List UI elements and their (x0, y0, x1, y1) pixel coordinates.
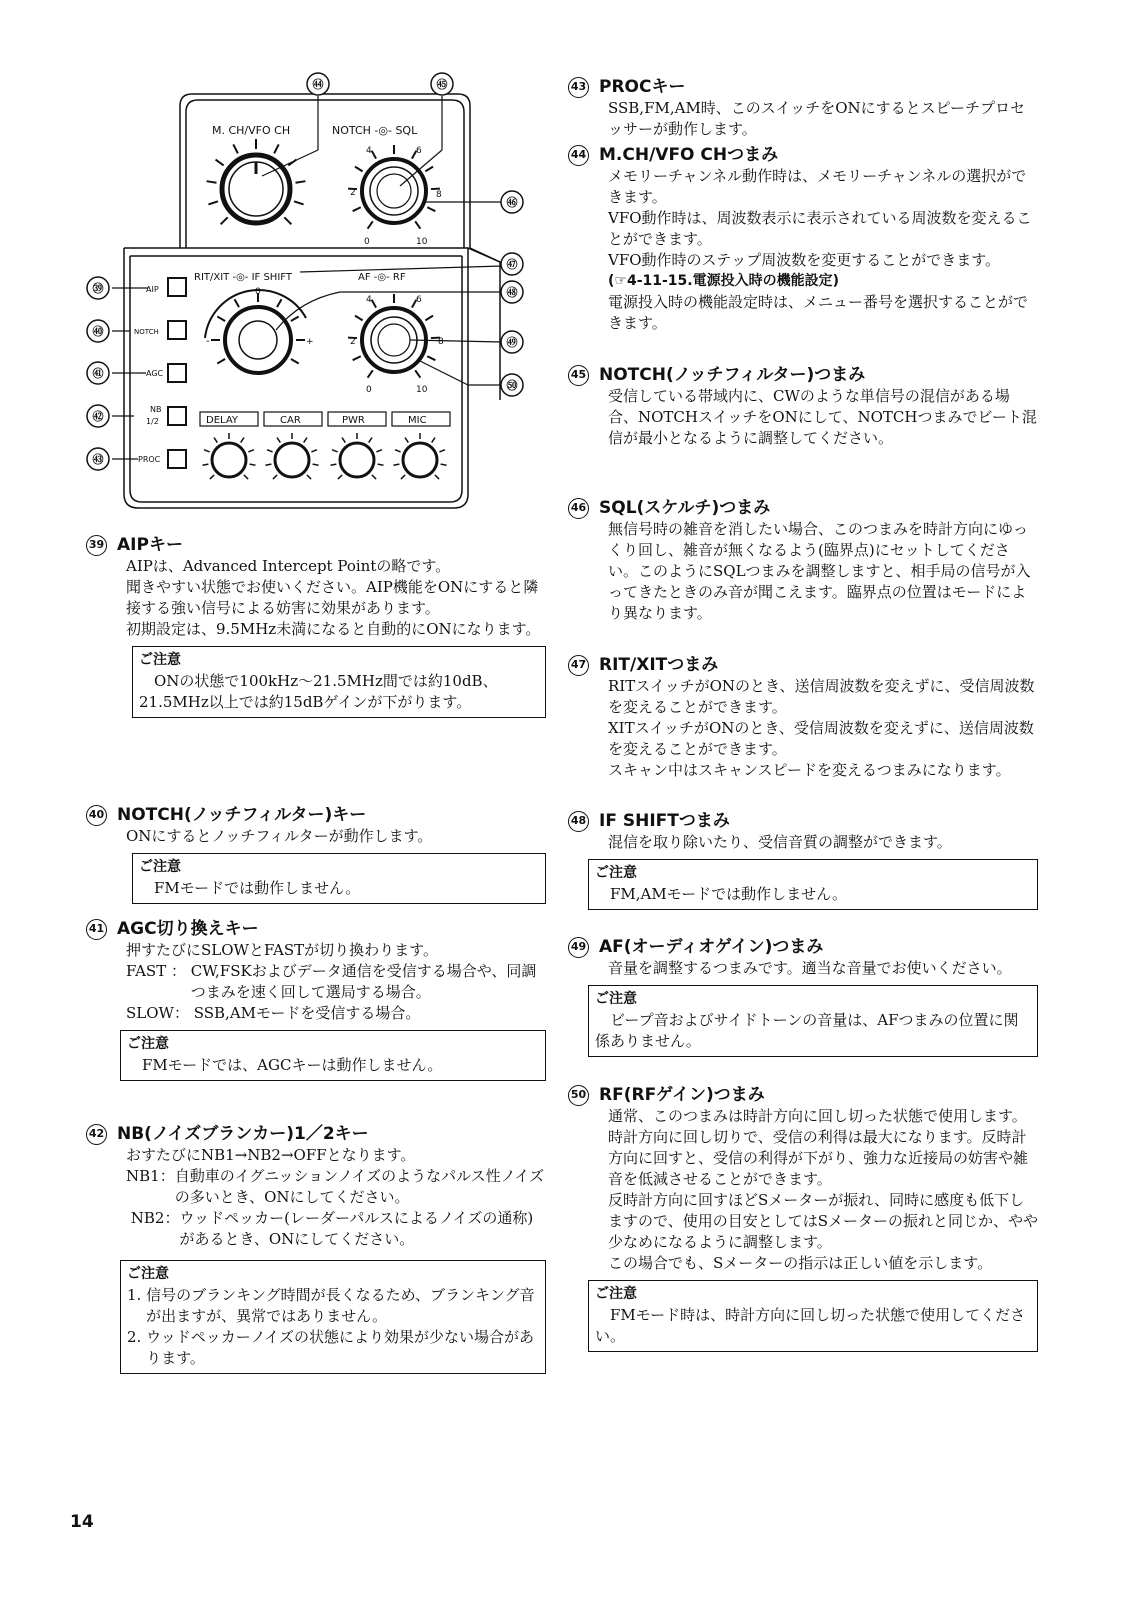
scale-tick (355, 167, 363, 172)
scale-10b: 10 (416, 385, 428, 395)
scale-tick (304, 438, 307, 443)
section-notch-key (88, 804, 546, 904)
nb-note-2-key: 2. (127, 1328, 147, 1346)
scale-tick (311, 450, 317, 452)
scale-tick (376, 450, 382, 452)
scale-tick (441, 464, 447, 465)
rf-note (588, 1280, 1038, 1352)
title-mch: M.CH/VFO CHつまみ (599, 145, 779, 165)
notch-knob-line-1: 受信している帯域内に、CWのような単信号の混信がある場合、NOTCHスイッチをONにして、NOTCHつまみでビート混信が最小となるように調整してください。 (608, 387, 1037, 447)
rit-line-2: XITスイッチがONのとき、受信周波数を変えずに、送信周波数を変えることができます。 (608, 719, 1034, 758)
scale-tick (294, 201, 304, 204)
mch-line-2: VFO動作時は、周波数表示に表示されている周波数を変えることができます。 (608, 209, 1032, 248)
scale-4b: 4 (366, 295, 372, 305)
label-car: CAR (280, 415, 301, 426)
nb-note (120, 1260, 546, 1374)
scale-tick (427, 356, 435, 360)
title-notch-knob: NOTCH(ノッチフィルター)つまみ (599, 365, 866, 385)
scale-tick (274, 144, 279, 153)
title-proc: PROCキー (599, 77, 686, 97)
scale-tick (435, 475, 439, 479)
callout-number: ㊼ (506, 258, 518, 271)
notch-key-note-text: FMモードでは動作しません。 (154, 879, 361, 897)
title-notch-key: NOTCH(ノッチフィルター)キー (117, 805, 367, 825)
label-notch-sql: NOTCH -◎- SQL (332, 124, 418, 137)
scale-4a: 4 (366, 146, 372, 156)
scale-tick (372, 300, 376, 308)
scale-tick (233, 144, 238, 153)
scale-8b: 8 (438, 337, 444, 347)
scale-tick (244, 475, 248, 479)
scale-tick (250, 464, 256, 465)
aip-line-1: AIPは、Advanced Intercept Pointの略です。 (126, 557, 451, 575)
title-rit: RIT/XITつまみ (599, 655, 719, 675)
agc-slow-text: SSB,AMモードを受信する場合。 (193, 1004, 421, 1022)
scale-tick (332, 450, 338, 452)
section-proc (570, 76, 1038, 140)
callout-40: 40 (86, 805, 107, 826)
aip-note-text: ONの状態で100kHz～21.5MHz間では約10dB、21.5MHz以上では約15dBゲインが下がります。 (139, 672, 498, 711)
aip-note-title: ご注意 (139, 652, 181, 668)
scale-tick (277, 438, 280, 443)
af-note-text: ビープ音およびサイドトーンの音量は、AFつまみの位置に関係ありません。 (595, 1011, 1019, 1050)
scale-tick (208, 201, 218, 204)
proc-line-1: SSB,FM,AM時、このスイッチをONにするとスピーチプロセッサーが動作します。 (608, 99, 1026, 138)
small-knob (212, 443, 246, 477)
callout-number: ㊵ (92, 325, 104, 338)
mch-line-1: メモリーチャンネル動作時は、メモリーチャンネルの選択ができます。 (608, 167, 1027, 206)
scale-tick (221, 217, 228, 224)
title-nb: NB(ノイズブランカー)1／2キー (117, 1124, 369, 1144)
nb2-text: ウッドペッカー(レーダーパルスによるノイズの通称)があるとき、ONにしてください。 (179, 1209, 534, 1248)
af-note-title: ご注意 (595, 991, 637, 1007)
callout-45: 45 (568, 365, 589, 386)
rf-line-2: 時計方向に回し切りで、受信の利得は最大になります。反時計方向に回すと、受信の利得が下がり、強力な近接局の妨害や雑音を低減させることができます。 (608, 1128, 1029, 1188)
scale-tick (248, 450, 254, 452)
scale-tick (353, 207, 361, 211)
ifshift-note-text: FM,AMモードでは動作しません。 (610, 885, 848, 903)
scale-tick (277, 299, 282, 307)
rit-line-1: RITスイッチがONのとき、送信周波数を変えずに、受信周波数を変えることができます。 (608, 677, 1035, 716)
rit-if-shift-knob (205, 290, 306, 373)
scale-plus: + (306, 337, 314, 347)
ifshift-line-1: 混信を取り除いたり、受信音質の調整ができます。 (608, 833, 952, 851)
scale-tick (432, 438, 435, 443)
mch-line-3: VFO動作時のステップ周波数を変更することができます。 (608, 251, 1001, 269)
scale-tick (378, 464, 384, 465)
notch-key-note (132, 853, 546, 904)
scale-2b: 2 (350, 337, 356, 347)
title-aip: AIPキー (117, 535, 183, 555)
section-agc (88, 918, 546, 1081)
label-nb2: 1/2 (146, 417, 159, 426)
callout-number: ㊴ (92, 282, 104, 295)
scale-tick (291, 317, 299, 322)
scale-tick (284, 217, 291, 224)
aip-line-3: 初期設定は、9.5MHz未満になると自動的にONになります。 (126, 620, 541, 638)
proc-button (168, 450, 186, 468)
callout-number: ㊿ (506, 379, 518, 392)
notch-key-note-title: ご注意 (139, 859, 181, 875)
scale-tick (307, 475, 311, 479)
label-aip: AIP (146, 285, 159, 294)
rit-line-3: スキャン中はスキャンスピードを変えるつまみになります。 (608, 761, 1011, 779)
scale-tick (401, 475, 405, 479)
scale-tick (372, 151, 376, 159)
scale-tick (241, 438, 244, 443)
scale-tick (291, 359, 299, 364)
af-note (588, 985, 1038, 1057)
aip-note (132, 646, 546, 718)
section-aip (88, 534, 546, 718)
scale-tick (439, 450, 445, 452)
callout-48: 48 (568, 811, 589, 832)
section-rit (570, 654, 1038, 781)
nb1-text: 自動車のイグニッションノイズのようなパルス性ノイズの多いとき、ONにしてください。 (174, 1167, 545, 1206)
scale-tick (235, 299, 240, 307)
af-rf-knob (348, 294, 440, 378)
label-pwr: PWR (342, 415, 365, 426)
section-af (570, 936, 1038, 1057)
scale-tick (267, 450, 273, 452)
nb-note-1: 信号のブランキング時間が長くなるため、ブランキング音が出ますが、異常ではありません。 (146, 1286, 535, 1325)
scale-minus: - (206, 336, 210, 347)
nb1-key: NB1： (126, 1167, 175, 1185)
callout-number: ㊽ (506, 286, 518, 299)
callout-42: 42 (86, 1124, 107, 1145)
scale-2a: 2 (350, 188, 356, 198)
scale-tick (353, 356, 361, 360)
aip-button (168, 278, 186, 296)
notch-sql-knob (348, 145, 440, 229)
agc-fast-key: FAST ： (126, 962, 191, 980)
rf-note-text: FMモード時は、時計方向に回し切った状態で使用してください。 (595, 1306, 1026, 1345)
nb-line: おすたびにNB1→NB2→OFFとなります。 (126, 1146, 416, 1164)
agc-slow-key: SLOW： (126, 1004, 194, 1022)
scale-tick (217, 317, 225, 322)
agc-note-text: FMモードでは、AGCキーは動作しません。 (142, 1056, 443, 1074)
rf-note-title: ご注意 (595, 1286, 637, 1302)
section-nb (88, 1123, 546, 1374)
sql-line-1: 無信号時の雑音を消したい場合、このつまみを時計方向にゆっくり回し、雑音が無くなるよう(臨界点)にセットしてください。このようにSQLつまみを調整しますと、相手局の信号が入ってきたときのみ音が聞こえます。臨界点の位置はモードにより異なります。 (608, 520, 1031, 622)
scale-tick (338, 475, 342, 479)
section-rf (570, 1084, 1038, 1352)
callout-47: 47 (568, 655, 589, 676)
section-notch-knob (570, 364, 1038, 449)
mch-vfo-knob (207, 139, 306, 224)
scale-tick (425, 167, 433, 172)
nb-note-title: ご注意 (127, 1266, 169, 1282)
callout-50: 50 (568, 1085, 589, 1106)
ifshift-note-title: ご注意 (595, 865, 637, 881)
scale-tick (214, 438, 217, 443)
notch-button (168, 321, 186, 339)
scale-6b: 6 (416, 295, 422, 305)
scale-tick (210, 475, 214, 479)
agc-note-title: ご注意 (127, 1036, 169, 1052)
label-delay: DELAY (206, 415, 238, 426)
scale-tick (204, 450, 210, 452)
scale-tick (216, 160, 224, 166)
scale-zero-rit: 0 (255, 287, 261, 297)
agc-fast-text: CW,FSKおよびデータ通信を受信する場合や、同調つまみを速く回して選局する場合。 (190, 962, 537, 1001)
scale-tick (415, 370, 420, 377)
callout-43: 43 (568, 77, 589, 98)
label-mic: MIC (408, 415, 427, 426)
scale-8a: 8 (436, 190, 442, 200)
callout-number: ㊾ (506, 336, 518, 349)
title-agc: AGC切り換えキー (117, 919, 259, 939)
agc-button (168, 364, 186, 382)
aip-line-2: 聞きやすい状態でお使いください。AIP機能をONにすると隣接する強い信号による妨害に効果があります。 (126, 578, 539, 617)
section-mch (570, 144, 1038, 334)
notch-key-line-1: ONにするとノッチフィルターが動作します。 (126, 827, 433, 845)
agc-note (120, 1030, 546, 1081)
callout-number: ㊶ (92, 367, 104, 380)
callout-number: ㊺ (436, 78, 448, 91)
title-af: AF(オーディオゲイン)つまみ (599, 937, 824, 957)
rf-line-3: 反時計方向に回すほどSメーターが振れ、同時に感度も低下しますので、使用の目安としてはSメーターの振れと同じか、やや少なめになるように調整します。 (608, 1191, 1038, 1251)
callout-number: ㊸ (92, 453, 104, 466)
page-number: 14 (70, 1512, 94, 1532)
scale-tick (372, 475, 376, 479)
label-rit-if: RIT/XIT -◎- IF SHIFT (194, 272, 292, 283)
small-knob (340, 443, 374, 477)
scale-tick (369, 438, 372, 443)
scale-tick (394, 464, 400, 465)
front-panel-diagram (0, 0, 560, 520)
label-mch-vfo: M. CH/VFO CH (212, 124, 291, 137)
scale-tick (217, 359, 225, 364)
scale-tick (296, 181, 306, 183)
scale-tick (342, 438, 345, 443)
scale-tick (331, 464, 337, 465)
title-sql: SQL(スケルチ)つまみ (599, 498, 771, 518)
scale-0a: 0 (364, 237, 370, 247)
scale-tick (355, 316, 363, 321)
agc-line: 押すたびにSLOWとFASTが切り換わります。 (126, 941, 438, 959)
scale-tick (368, 221, 373, 228)
scale-tick (203, 464, 209, 465)
label-notch: NOTCH (134, 328, 159, 336)
scale-tick (207, 181, 217, 183)
label-af-rf: AF -◎- RF (358, 272, 406, 283)
section-ifshift (570, 810, 1038, 910)
scale-tick (415, 221, 420, 228)
section-sql (570, 497, 1038, 624)
scale-6a: 6 (416, 146, 422, 156)
scale-tick (368, 370, 373, 377)
title-ifshift: IF SHIFTつまみ (599, 811, 730, 831)
mch-ref: (☞4-11-15.電源投入時の機能設定) (608, 273, 839, 289)
nb2-key: NB2： (126, 1209, 180, 1227)
callout-49: 49 (568, 937, 589, 958)
callout-number: ㊹ (312, 78, 324, 91)
mch-after: 電源投入時の機能設定時は、メニュー番号を選択することができます。 (608, 293, 1029, 332)
scale-tick (405, 438, 408, 443)
scale-tick (273, 475, 277, 479)
nb-button (168, 407, 186, 425)
rf-line-1: 通常、このつまみは時計方向に回し切った状態で使用します。 (608, 1107, 1027, 1125)
callout-46: 46 (568, 498, 589, 519)
callout-number: ㊷ (92, 410, 104, 423)
callout-41: 41 (86, 919, 107, 940)
callout-39: 39 (86, 535, 107, 556)
scale-tick (266, 464, 272, 465)
scale-10a: 10 (416, 237, 428, 247)
nb-note-1-key: 1. (127, 1286, 147, 1304)
scale-tick (427, 207, 435, 211)
scale-tick (313, 464, 319, 465)
label-nb: NB (150, 405, 162, 414)
nb-note-2: ウッドペッカーノイズの状態により効果が少ない場合があります。 (146, 1328, 534, 1367)
title-rf: RF(RFゲイン)つまみ (599, 1085, 765, 1105)
small-knob (403, 443, 437, 477)
callout-number: ㊻ (506, 196, 518, 209)
rf-line-4: この場合でも、Sメーターの指示は正しい値を示します。 (608, 1254, 993, 1272)
af-line-1: 音量を調整するつまみです。適当な音量でお使いください。 (608, 959, 1012, 977)
scale-tick (425, 316, 433, 321)
label-proc: PROC (138, 455, 161, 464)
ifshift-note (588, 859, 1038, 910)
label-agc: AGC (146, 369, 164, 378)
small-knob (275, 443, 309, 477)
scale-tick (395, 450, 401, 452)
callout-44: 44 (568, 145, 589, 166)
scale-0b: 0 (366, 385, 372, 395)
